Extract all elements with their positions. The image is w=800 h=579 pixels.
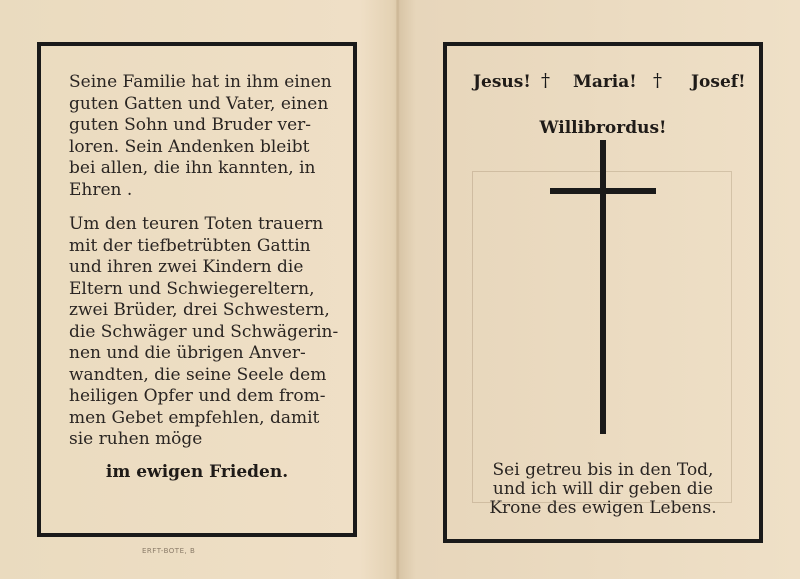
invocation-header <box>447 70 759 138</box>
small-cross-icon: † <box>653 70 662 91</box>
right-page-frame <box>443 42 763 543</box>
invocation-maria: Maria! <box>573 72 637 92</box>
invocation-josef: Josef! <box>691 72 746 92</box>
mourners-paragraph: Um den teuren Toten trauern mit der tiefbetrübten Gattin und ihren zwei Kindern die Eltern und Schwiegereltern, zwei Brüder, drei Schwestern, die Schwäger und Schwägerin- nen und die übrigen Anver- wandten, die seine Seele dem heiligen Opfer und dem from- men Gebet empfehlen, damit sie ruhen möge <box>69 214 339 449</box>
left-page-frame <box>37 42 357 537</box>
family-paragraph: Seine Familie hat in ihm einen guten Gatten und Vater, einen guten Sohn und Bruder ver- loren. Sein Andenken bleibt bei allen, die ihn kannten, in Ehren . <box>69 72 332 200</box>
cross-icon-bar <box>550 188 656 194</box>
small-cross-icon: † <box>541 70 550 91</box>
invocation-jesus: Jesus! <box>473 72 531 92</box>
invocation-saint: Willibrordus! <box>539 118 667 138</box>
cross-icon <box>600 140 606 434</box>
closing-line: im ewigen Frieden. <box>105 462 289 482</box>
bible-verse: Sei getreu bis in den Tod, und ich will dir geben die Krone des ewigen Lebens. <box>489 460 717 518</box>
fold-line <box>396 0 400 579</box>
printer-mark: ERFT-BOTE, B <box>142 547 196 555</box>
